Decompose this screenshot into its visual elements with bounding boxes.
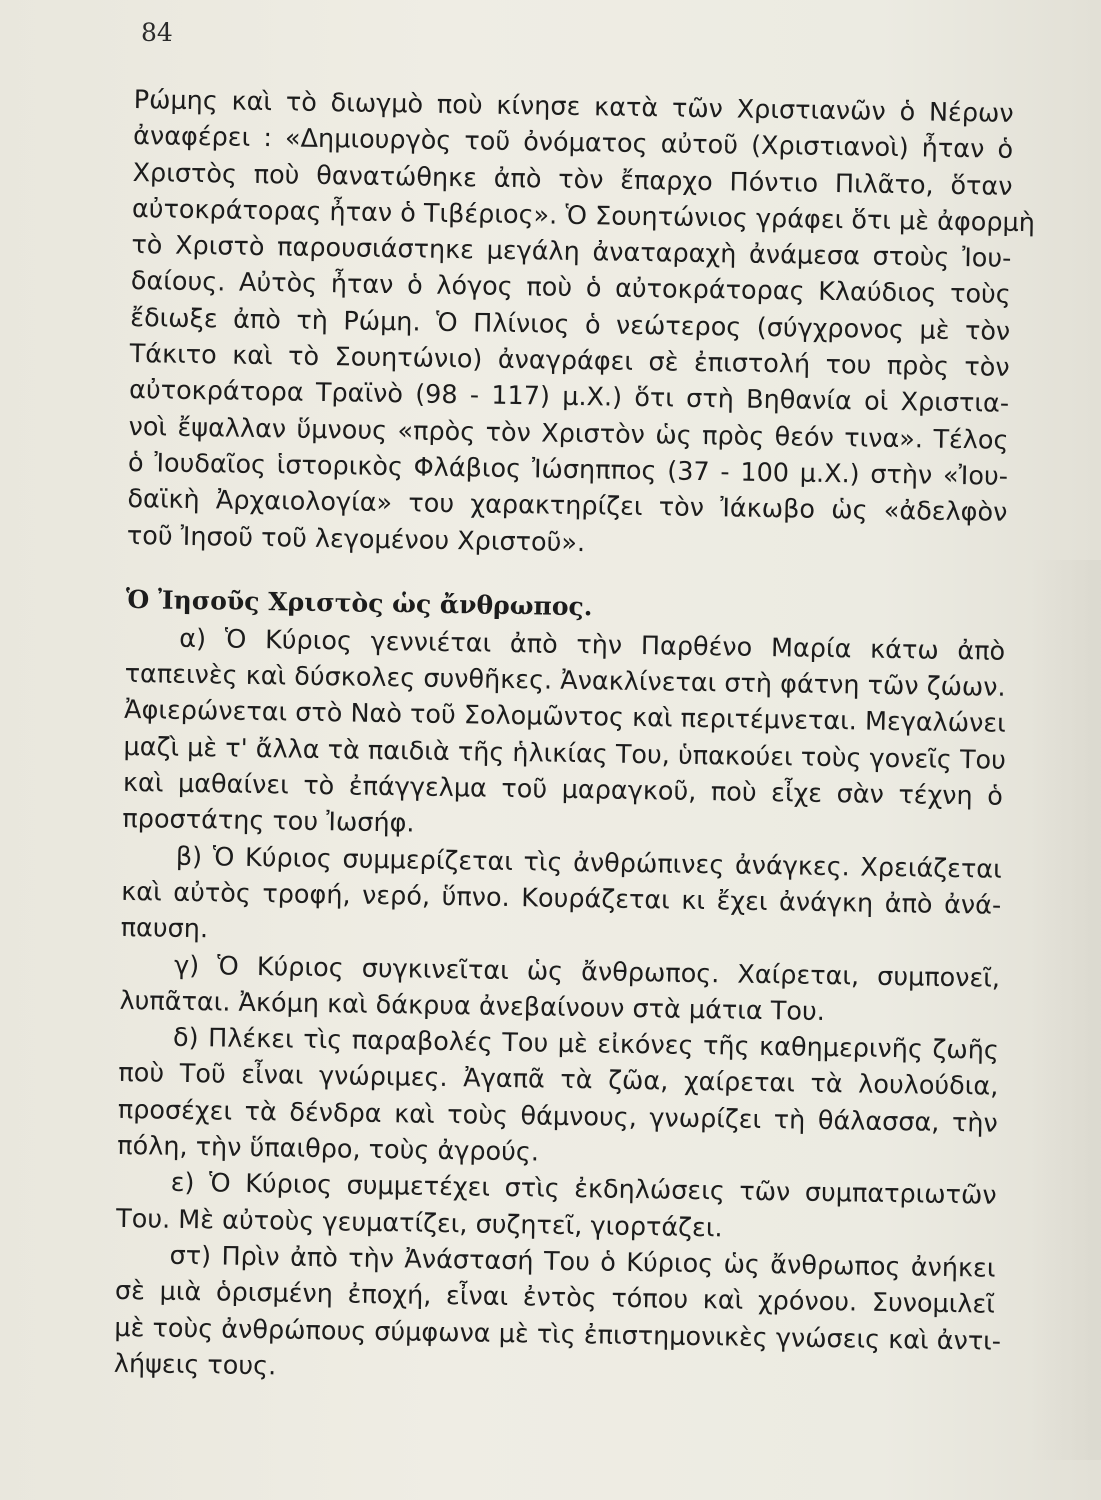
- section-heading: Ὁ Ἰησοῦς Χριστὸς ὡς ἄνθρωπος.: [125, 584, 593, 622]
- text-line: ὁ Ἰουδαῖος ἱστορικὸς Φλάβιος Ἰώσηππος (37 - 100 μ.Χ.) στὴν «Ἰου-: [127, 447, 1009, 492]
- text-line: σὲ μιὰ ὁρισμένη ἐποχή, εἶναι ἐντὸς τόπου καὶ χρόνου. Συνομιλεῖ: [114, 1276, 996, 1320]
- text-line: αὐτοκράτορα Τραϊνὸ (98 - 117) μ.Χ.) ὅτι στὴ Βηθανία οἱ Χριστια-: [128, 375, 1010, 420]
- text-line: ε) Ὁ Κύριος συμμετέχει στὶς ἐκδηλώσεις τῶν συμπατριωτῶν: [170, 1168, 997, 1211]
- text-line: μαζὶ μὲ τ' ἄλλα τὰ παιδιὰ τῆς ἡλικίας Του, ὑπακούει τοὺς γονεῖς Του: [123, 731, 1007, 776]
- text-line: μὲ τοὺς ἀνθρώπους σύμφωνα μὲ τὶς ἐπιστημονικὲς γνώσεις καὶ ἀντι-: [114, 1312, 1002, 1357]
- intro-paragraph: [126, 82, 1036, 568]
- text-line: στ) Πρὶν ἀπὸ τὴν Ἀνάστασή Του ὁ Κύριος ὡς ἄνθρωπος ἀνήκει: [169, 1240, 996, 1284]
- text-line: καὶ αὐτὸς τροφή, νερό, ὕπνο. Κουράζεται κι ἔχει ἀνάγκη ἀπὸ ἀνά-: [121, 876, 1002, 921]
- page-body: [113, 82, 1036, 1396]
- text-line: Τάκιτο καὶ τὸ Σουητώνιο) ἀναγράφει σὲ ἐπιστολή του πρὸς τὸν: [129, 339, 1010, 383]
- text-line: β) Ὁ Κύριος συμμερίζεται τὶς ἀνθρώπινες ἀνάγκες. Χρειάζεται: [175, 841, 1002, 885]
- item-stigma: [113, 1237, 1002, 1396]
- text-line: Ἀφιερώνεται στὸ Ναὸ τοῦ Σολομῶντος καὶ περιτέμνεται. Μεγαλώνει: [123, 695, 1006, 740]
- text-line: πόλη, τὴν ὕπαιθρο, τοὺς ἀγρούς.: [117, 1130, 540, 1168]
- text-line: ποὺ Τοῦ εἶναι γνώριμες. Ἀγαπᾶ τὰ ζῶα, χαίρεται τὰ λουλούδια,: [118, 1058, 999, 1103]
- text-line: προστάτης του Ἰωσήφ.: [122, 804, 415, 839]
- text-line: νοὶ ἔψαλλαν ὕμνους «πρὸς τὸν Χριστὸν ὡς πρὸς θεόν τινα». Τέλος: [128, 411, 1009, 456]
- item-gamma: [119, 946, 1000, 1032]
- text-line: τὸ Χριστὸ παρουσιάστηκε μεγάλη ἀναταραχὴ ἀνάμεσα στοὺς Ἰου-: [131, 230, 1012, 274]
- item-beta: [120, 838, 1002, 961]
- text-line: παυση.: [120, 913, 209, 945]
- page-number: 84: [141, 18, 173, 47]
- text-line: δαίους. Αὐτὸς ἦταν ὁ λόγος ποὺ ὁ αὐτοκράτορας Κλαύδιος τοὺς: [130, 266, 1011, 311]
- text-line: δ) Πλέκει τὶς παραβολές Του μὲ εἰκόνες τῆς καθημερινῆς ζωῆς: [172, 1022, 1000, 1066]
- item-delta: [117, 1019, 999, 1178]
- text-line: α) Ὁ Κύριος γεννιέται ἀπὸ τὴν Παρθένο Μαρία κάτω ἀπὸ: [179, 623, 1006, 667]
- text-line: λυπᾶται. Ἀκόμη καὶ δάκρυα ἀνεβαίνουν στὰ μάτια Του.: [119, 985, 826, 1027]
- text-line: Ρώμης καὶ τὸ διωγμὸ ποὺ κίνησε κατὰ τῶν Χριστιανῶν ὁ Νέρων: [133, 84, 1014, 129]
- text-line: Χριστὸς ποὺ θανατώθηκε ἀπὸ τὸν ἔπαρχο Πόντιο Πιλᾶτο, ὅταν: [132, 157, 1013, 202]
- text-line: Του. Μὲ αὐτοὺς γευματίζει, συζητεῖ, γιορτάζει.: [115, 1203, 723, 1243]
- text-line: αὐτοκράτορας ἦταν ὁ Τιβέριος». Ὁ Σουητώνιος γράφει ὅτι μὲ ἀφορμὴ: [131, 193, 1036, 239]
- text-line: ταπεινὲς καὶ δύσκολες συνθῆκες. Ἀνακλίνεται στὴ φάτνη τῶν ζώων.: [124, 659, 1006, 703]
- text-line: τοῦ Ἰησοῦ τοῦ λεγομένου Χριστοῦ».: [126, 520, 586, 558]
- text-line: ἀναφέρει : «Δημιουργὸς τοῦ ὀνόματος αὐτοῦ (Χριστιανοὶ) ἦταν ὁ: [132, 121, 1014, 166]
- item-epsilon: [116, 1164, 997, 1250]
- text-line: γ) Ὁ Κύριος συγκινεῖται ὡς ἄνθρωπος. Χαίρεται, συμπονεῖ,: [173, 950, 1001, 994]
- page-edge-shadow: [1031, 560, 1101, 1460]
- text-line: δαϊκὴ Ἀρχαιολογία» του χαρακτηρίζει τὸν Ἰάκωβο ὡς «ἀδελφὸν: [127, 484, 1008, 529]
- text-line: καὶ μαθαίνει τὸ ἐπάγγελμα τοῦ μαραγκοῦ, ποὺ εἶχε σὰν τέχνη ὁ: [122, 767, 1004, 812]
- text-line: λήψεις τους.: [113, 1348, 277, 1382]
- text-line: προσέχει τὰ δένδρα καὶ τοὺς θάμνους, γνωρίζει τὴ θάλασσα, τὴν: [117, 1094, 998, 1139]
- item-alpha: [122, 620, 1005, 852]
- text-line: ἔδιωξε ἀπὸ τὴ Ρώμη. Ὁ Πλίνιος ὁ νεώτερος (σύγχρονος μὲ τὸν: [130, 302, 1011, 347]
